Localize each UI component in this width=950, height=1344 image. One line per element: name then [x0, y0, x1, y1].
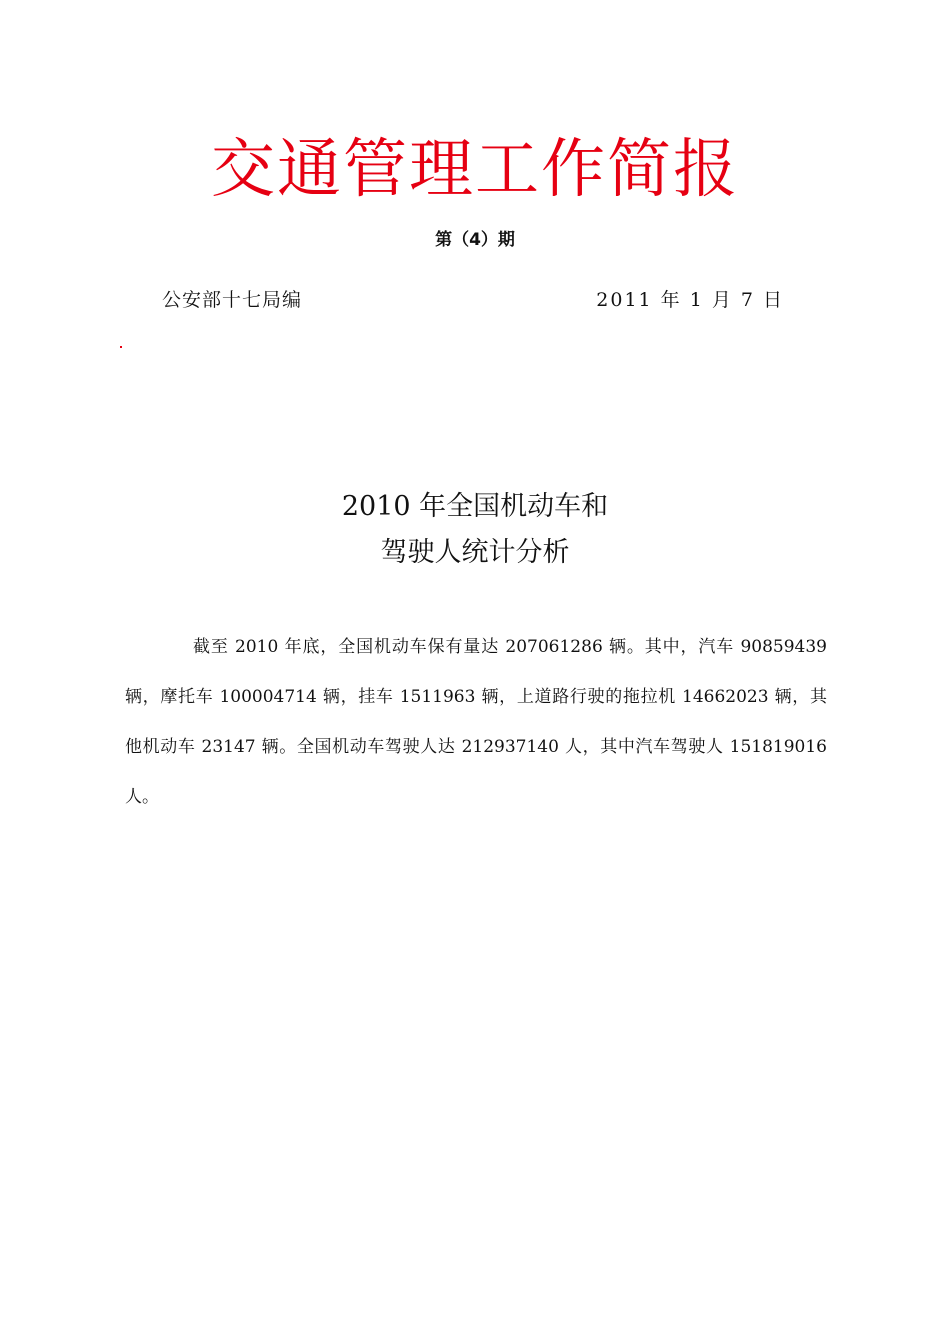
article-title [0, 484, 950, 576]
body-line-2: 辆，摩托车 100004714 辆，挂车 1511963 辆，上道路行驶的拖拉机 14662023 辆，其 [125, 687, 827, 707]
editor-credit: 公安部十七局编 [162, 289, 303, 311]
red-dot-mark [120, 346, 122, 348]
body-line-4: 人。 [125, 787, 159, 807]
bulletin-title: 交通管理工作简报 [211, 133, 739, 207]
article-title-line-2: 驾驶人统计分析 [380, 537, 570, 568]
body-line-3: 他机动车 23147 辆。全国机动车驾驶人达 212937140 人，其中汽车驾驶人 151819016 [125, 737, 827, 757]
article-body [125, 622, 827, 822]
publish-date: 2011 年 1 月 7 日 [596, 289, 784, 311]
body-line-1: 截至 2010 年底，全国机动车保有量达 207061286 辆。其中，汽车 90859439 [193, 637, 827, 657]
article-title-line-1: 2010 年全国机动车和 [341, 491, 609, 522]
issue-number: 第（4）期 [435, 230, 515, 250]
